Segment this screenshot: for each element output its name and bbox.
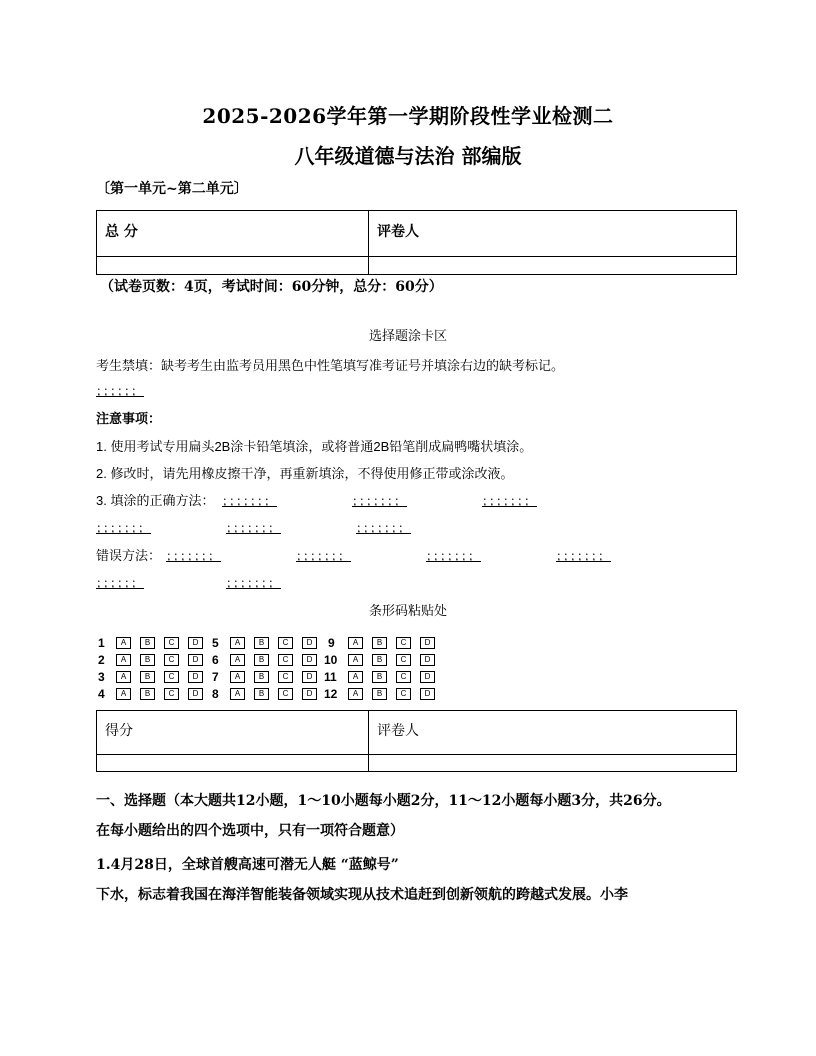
section-score-table	[96, 710, 737, 772]
question-number: 6	[212, 653, 219, 667]
exam-subtitle: 八年级道德与法治 部编版	[294, 144, 522, 168]
bubble-option-b[interactable]: B	[372, 637, 387, 649]
bubble-option-d[interactable]: D	[188, 688, 203, 700]
question-number: 3	[98, 670, 105, 684]
bubble-option-b[interactable]: B	[372, 671, 387, 683]
notice-title: 注意事项：	[96, 411, 162, 426]
wrong-method-sample: ；；；；；；	[96, 576, 145, 590]
question-number: 9	[328, 636, 335, 650]
question-number: 4	[98, 687, 105, 701]
bubble-option-b[interactable]: B	[140, 688, 155, 700]
question-number: 10	[324, 653, 338, 667]
bubble-option-b[interactable]: B	[254, 637, 269, 649]
unit-scope: 〔第一单元~第二单元〕	[96, 181, 248, 197]
correct-method-sample: ；；；；；；；	[96, 521, 152, 535]
wrong-method-sample: ；；；；；；；	[226, 576, 282, 590]
bubble-option-d[interactable]: D	[420, 671, 435, 683]
correct-method-sample: ；；；；；；；	[222, 494, 278, 508]
bubble-option-b[interactable]: B	[254, 688, 269, 700]
section-heading: 一、选择题（本大题共12小题，1～10小题每小题2分，11～12小题每小题3分，共26分。	[96, 793, 671, 809]
bubble-option-b[interactable]: B	[254, 671, 269, 683]
question-number: 1	[98, 636, 105, 650]
absent-note: 考生禁填：缺考考生由监考员用黑色中性笔填写准考证号并填涂右边的缺考标记。	[96, 358, 565, 373]
bubble-option-d[interactable]: D	[302, 654, 317, 666]
bubble-option-b[interactable]: B	[140, 671, 155, 683]
correct-method-sample: ；；；；；；；	[352, 494, 408, 508]
bubble-option-d[interactable]: D	[188, 637, 203, 649]
section-score-label: 得分	[97, 711, 369, 755]
section-grader-cell[interactable]	[369, 755, 737, 772]
correct-method-sample: ；；；；；；；	[356, 521, 412, 535]
bubble-option-c[interactable]: C	[278, 688, 293, 700]
bubble-option-d[interactable]: D	[188, 671, 203, 683]
bubble-option-d[interactable]: D	[302, 688, 317, 700]
bubble-option-c[interactable]: C	[396, 637, 411, 649]
exam-info: （试卷页数：4页，考试时间：60分钟，总分：60分）	[100, 279, 443, 295]
bubble-option-a[interactable]: A	[230, 688, 245, 700]
bubble-option-c[interactable]: C	[164, 654, 179, 666]
question-number: 11	[324, 670, 337, 684]
bubble-option-a[interactable]: A	[116, 688, 131, 700]
bubble-option-a[interactable]: A	[348, 671, 363, 683]
grader-label: 评卷人	[369, 211, 737, 257]
bubble-option-c[interactable]: C	[396, 654, 411, 666]
bubble-option-a[interactable]: A	[230, 671, 245, 683]
total-score-label: 总 分	[97, 211, 369, 257]
bubble-option-b[interactable]: B	[254, 654, 269, 666]
absent-mark-box[interactable]: ；；；；；；	[96, 384, 145, 398]
bubble-option-b[interactable]: B	[140, 654, 155, 666]
bubble-option-d[interactable]: D	[188, 654, 203, 666]
bubble-option-d[interactable]: D	[302, 671, 317, 683]
question-number: 2	[98, 653, 105, 667]
correct-method-sample: ；；；；；；；	[482, 494, 538, 508]
bubble-option-b[interactable]: B	[372, 688, 387, 700]
wrong-method-label: 错误方法：	[96, 548, 162, 563]
bubble-option-a[interactable]: A	[230, 654, 245, 666]
bubble-option-c[interactable]: C	[164, 688, 179, 700]
bubble-option-c[interactable]: C	[278, 637, 293, 649]
wrong-method-sample: ；；；；；；；	[426, 549, 482, 563]
correct-method-sample: ；；；；；；；	[226, 521, 282, 535]
bubble-option-a[interactable]: A	[230, 637, 245, 649]
wrong-method-sample: ；；；；；；；	[296, 549, 352, 563]
bubble-option-c[interactable]: C	[164, 671, 179, 683]
total-score-cell[interactable]	[97, 257, 369, 275]
exam-title: 2025-2026学年第一学期阶段性学业检测二	[202, 104, 614, 128]
total-score-table	[96, 210, 737, 275]
wrong-method-sample: ；；；；；；；	[556, 549, 612, 563]
bubble-option-d[interactable]: D	[420, 654, 435, 666]
bubble-option-c[interactable]: C	[396, 671, 411, 683]
bubble-option-a[interactable]: A	[348, 688, 363, 700]
bubble-option-b[interactable]: B	[372, 654, 387, 666]
grader-cell[interactable]	[369, 257, 737, 275]
section-grader-label: 评卷人	[369, 711, 737, 755]
notice-item-2: 2. 修改时，请先用橡皮擦干净，再重新填涂，不得使用修正带或涂改液。	[96, 466, 514, 481]
bubble-option-d[interactable]: D	[302, 637, 317, 649]
question-1-stem-cont: 下水，标志着我国在海洋智能装备领域实现从技术追赶到创新领航的跨越式发展。小李	[96, 887, 628, 903]
section-score-cell[interactable]	[97, 755, 369, 772]
bubble-option-c[interactable]: C	[278, 654, 293, 666]
notice-item-3-label: 3. 填涂的正确方法：	[96, 493, 215, 508]
bubble-option-c[interactable]: C	[164, 637, 179, 649]
barcode-area-label: 条形码粘贴处	[368, 603, 447, 618]
question-number: 12	[324, 687, 338, 701]
question-number: 5	[212, 636, 219, 650]
answer-card-title: 选择题涂卡区	[368, 328, 447, 343]
bubble-option-a[interactable]: A	[116, 671, 131, 683]
bubble-option-b[interactable]: B	[140, 637, 155, 649]
bubble-option-d[interactable]: D	[420, 688, 435, 700]
question-1-stem: 1.4月28日，全球首艘高速可潜无人艇 “蓝鲸号”	[96, 857, 399, 873]
section-heading-cont: 在每小题给出的四个选项中，只有一项符合题意）	[96, 823, 404, 839]
bubble-option-a[interactable]: A	[348, 637, 363, 649]
bubble-option-a[interactable]: A	[116, 654, 131, 666]
bubble-option-a[interactable]: A	[116, 637, 131, 649]
bubble-option-d[interactable]: D	[420, 637, 435, 649]
bubble-option-c[interactable]: C	[396, 688, 411, 700]
bubble-option-a[interactable]: A	[348, 654, 363, 666]
question-number: 7	[212, 670, 219, 684]
wrong-method-sample: ；；；；；；；	[166, 549, 222, 563]
notice-item-1: 1. 使用考试专用扁头2B涂卡铅笔填涂，或将普通2B铅笔削成扁鸭嘴状填涂。	[96, 439, 533, 454]
question-number: 8	[212, 687, 219, 701]
bubble-option-c[interactable]: C	[278, 671, 293, 683]
